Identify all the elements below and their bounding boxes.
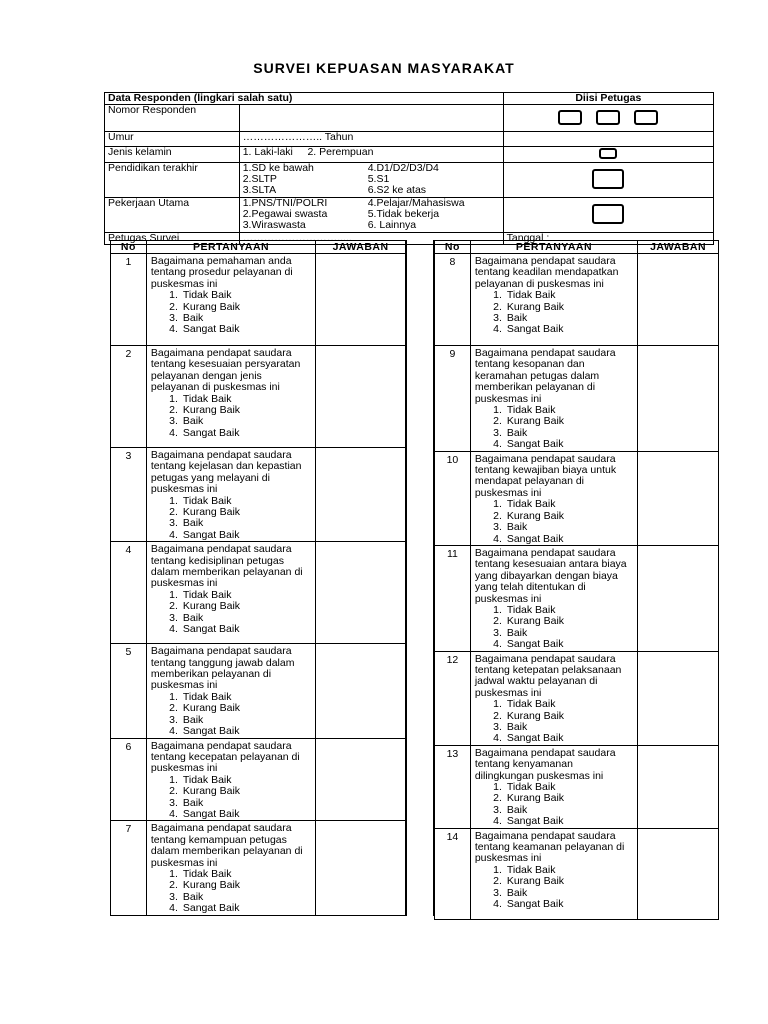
question-number: 1	[111, 254, 147, 346]
answer-cell[interactable]	[638, 346, 719, 452]
answer-option[interactable]: 2. Kurang Baik	[181, 507, 311, 518]
answer-option[interactable]: 2. Kurang Baik	[181, 601, 311, 612]
kerja-opt[interactable]: 6. Lainnya	[367, 219, 417, 231]
question-number: 13	[435, 745, 471, 828]
kerja-opt[interactable]: 5.Tidak bekerja	[367, 208, 440, 220]
question-row	[111, 821, 406, 915]
answer-option[interactable]: 1. Tidak Baik	[181, 692, 311, 703]
answer-option[interactable]: 2. Kurang Baik	[505, 876, 633, 887]
question-row	[111, 644, 406, 738]
question-cell	[470, 346, 637, 452]
col-pertanyaan-header: PERTANYAAN	[146, 241, 315, 254]
code-box[interactable]	[599, 148, 617, 159]
question-text: Bagaimana pendapat saudara tentang kesesuaian antara biaya yang dibayarkan dengan biaya yang telah ditentukan di puskesmas ini	[474, 546, 627, 605]
answer-option[interactable]: 3. Baik	[505, 805, 633, 816]
questions-table-right	[434, 240, 719, 920]
answer-option[interactable]: 4. Sangat Baik	[505, 439, 633, 450]
answer-option[interactable]: 4. Sangat Baik	[505, 816, 633, 827]
answer-options	[475, 865, 633, 911]
kerja-opt[interactable]: 4.Pelajar/Mahasiswa	[367, 197, 465, 209]
answer-cell[interactable]	[638, 651, 719, 745]
answer-option[interactable]: 4. Sangat Baik	[505, 639, 633, 650]
answer-option[interactable]: 3. Baik	[181, 715, 311, 726]
questions-table-left	[110, 240, 406, 916]
col-no-header: No	[435, 241, 471, 254]
question-text: Bagaimana pendapat saudara tentang tanggung jawab dalam memberikan pelayanan di puskesmas ini	[150, 645, 295, 692]
question-number: 11	[435, 545, 471, 651]
pend-options[interactable]	[239, 163, 503, 198]
answer-cell[interactable]	[638, 828, 719, 919]
answer-option[interactable]: 3. Baik	[505, 522, 633, 533]
question-row	[435, 651, 719, 745]
answer-cell[interactable]	[638, 451, 719, 545]
umur-label: Umur	[105, 132, 240, 147]
question-text: Bagaimana pendapat saudara tentang kewajiban biaya untuk mendapat pelayanan di puskesmas ini	[474, 452, 617, 499]
question-number: 12	[435, 651, 471, 745]
question-row	[435, 745, 719, 828]
col-no-header: No	[111, 241, 147, 254]
question-number: 14	[435, 828, 471, 919]
answer-options	[475, 405, 633, 451]
answer-option[interactable]: 1. Tidak Baik	[181, 775, 311, 786]
kerja-opt[interactable]: 2.Pegawai swasta	[242, 208, 328, 220]
question-number: 10	[435, 451, 471, 545]
jk-value[interactable]: 1. Laki-laki 2. Perempuan	[239, 147, 503, 163]
kerja-opt[interactable]: 1.PNS/TNI/POLRI	[242, 197, 328, 209]
question-cell	[146, 542, 315, 644]
answer-option[interactable]: 4. Sangat Baik	[505, 899, 633, 910]
answer-cell[interactable]	[316, 346, 406, 448]
petugas-label: Petugas Survei	[105, 233, 240, 245]
answer-option[interactable]: 3. Baik	[505, 428, 633, 439]
answer-cell[interactable]	[316, 254, 406, 346]
jk-label: Jenis kelamin	[105, 147, 240, 163]
question-text: Bagaimana pendapat saudara tentang kesopanan dan keramahan petugas dalam memberikan pelayanan di puskesmas ini	[474, 347, 616, 405]
umur-officer	[503, 132, 713, 147]
answer-option[interactable]: 1. Tidak Baik	[505, 405, 633, 416]
question-cell	[470, 254, 637, 346]
question-number: 3	[111, 448, 147, 542]
col-jawaban-header: JAWABAN	[638, 241, 719, 254]
question-text: Bagaimana pemahaman anda tentang prosedur pelayanan di puskesmas ini	[150, 255, 293, 290]
answer-option[interactable]: 1. Tidak Baik	[505, 605, 633, 616]
answer-option[interactable]: 2. Kurang Baik	[505, 416, 633, 427]
pend-officer	[503, 163, 713, 198]
answer-option[interactable]: 1. Tidak Baik	[505, 499, 633, 510]
answer-cell[interactable]	[316, 821, 406, 915]
answer-option[interactable]: 3. Baik	[181, 518, 311, 529]
question-text: Bagaimana pendapat saudara tentang ketepatan pelaksanaan jadwal waktu pelayanan di puskesmas ini	[474, 652, 622, 699]
question-text: Bagaimana pendapat saudara tentang kedisiplinan petugas dalam memberikan pelayanan di puskesmas ini	[150, 543, 303, 590]
survey-title: SURVEI KEPUASAN MASYARAKAT	[253, 60, 515, 76]
answer-options	[475, 699, 633, 745]
answer-option[interactable]: 2. Kurang Baik	[181, 302, 311, 313]
column-gap	[406, 240, 434, 916]
question-cell	[470, 745, 637, 828]
answer-options	[475, 499, 633, 545]
question-row	[111, 254, 406, 346]
question-cell	[146, 448, 315, 542]
question-text: Bagaimana pendapat saudara tentang keamanan pelayanan di puskesmas ini	[474, 829, 625, 865]
tanggal-label[interactable]: Tanggal :	[503, 233, 713, 245]
answer-option[interactable]: 1. Tidak Baik	[181, 496, 311, 507]
question-number: 6	[111, 738, 147, 821]
answer-cell[interactable]	[316, 738, 406, 821]
answer-options	[475, 605, 633, 651]
question-number: 9	[435, 346, 471, 452]
question-row	[435, 254, 719, 346]
answer-options	[475, 782, 633, 828]
answer-option[interactable]: 2. Kurang Baik	[181, 880, 311, 891]
answer-cell[interactable]	[316, 644, 406, 738]
answer-options	[151, 692, 311, 738]
col-jawaban-header: JAWABAN	[316, 241, 406, 254]
question-text: Bagaimana pendapat saudara tentang kesesuaian persyaratan pelayanan dengan jenis pelayanan di puskesmas ini	[150, 347, 301, 394]
answer-option[interactable]: 1. Tidak Baik	[181, 290, 311, 301]
answer-option[interactable]: 2. Kurang Baik	[181, 786, 311, 797]
answer-option[interactable]: 2. Kurang Baik	[181, 405, 311, 416]
kerja-label: Pekerjaan Utama	[105, 198, 240, 233]
question-row	[435, 828, 719, 919]
answer-options	[151, 590, 311, 636]
answer-option[interactable]: 2. Kurang Baik	[505, 302, 633, 313]
question-cell	[470, 545, 637, 651]
question-row	[111, 346, 406, 448]
answer-option[interactable]: 4. Sangat Baik	[181, 324, 311, 335]
respondent-header: Data Responden (lingkari salah satu)	[105, 93, 504, 105]
nomor-boxes	[503, 105, 713, 132]
question-text: Bagaimana pendapat saudara tentang kecepatan pelayanan di puskesmas ini	[150, 739, 300, 775]
respondent-table	[104, 92, 714, 245]
question-row	[435, 451, 719, 545]
question-row	[435, 346, 719, 452]
answer-options	[151, 775, 311, 821]
col-pertanyaan-header: PERTANYAAN	[470, 241, 637, 254]
question-number: 2	[111, 346, 147, 448]
answer-option[interactable]: 3. Baik	[505, 888, 633, 899]
pend-opt[interactable]: 4.D1/D2/D3/D4	[367, 162, 439, 174]
answer-option[interactable]: 1. Tidak Baik	[181, 869, 311, 880]
answer-option[interactable]: 3. Baik	[181, 892, 311, 903]
answer-option[interactable]: 4. Sangat Baik	[181, 428, 311, 439]
question-number: 7	[111, 821, 147, 915]
answer-option[interactable]: 3. Baik	[181, 798, 311, 809]
question-number: 5	[111, 644, 147, 738]
answer-option[interactable]: 1. Tidak Baik	[181, 590, 311, 601]
answer-option[interactable]: 3. Baik	[181, 313, 311, 324]
question-cell	[146, 254, 315, 346]
answer-option[interactable]: 4. Sangat Baik	[505, 534, 633, 545]
question-row	[111, 738, 406, 821]
question-text: Bagaimana pendapat saudara tentang kemampuan petugas dalam memberikan pelayanan di puskesmas ini	[150, 822, 303, 869]
answer-option[interactable]: 3. Baik	[505, 628, 633, 639]
question-number: 8	[435, 254, 471, 346]
answer-cell[interactable]	[638, 254, 719, 346]
question-cell	[470, 451, 637, 545]
pend-label: Pendidikan terakhir	[105, 163, 240, 198]
question-text: Bagaimana pendapat saudara tentang kejelasan dan kepastian petugas yang melayani di puskesmas ini	[150, 449, 302, 496]
answer-option[interactable]: 3. Baik	[181, 416, 311, 427]
answer-options	[151, 496, 311, 542]
answer-option[interactable]: 4. Sangat Baik	[181, 903, 311, 914]
question-row	[111, 542, 406, 644]
umur-value[interactable]: ………………….. Tahun	[239, 132, 503, 147]
answer-option[interactable]: 1. Tidak Baik	[505, 290, 633, 301]
pend-opt[interactable]: 6.S2 ke atas	[367, 184, 427, 196]
answer-cell[interactable]	[638, 545, 719, 651]
answer-cell[interactable]	[638, 745, 719, 828]
code-box[interactable]	[634, 110, 658, 125]
code-box[interactable]	[596, 110, 620, 125]
nomor-label: Nomor Responden	[105, 105, 240, 132]
code-box[interactable]	[558, 110, 582, 125]
officer-header: Diisi Petugas	[503, 93, 713, 105]
answer-option[interactable]: 4. Sangat Baik	[505, 733, 633, 744]
answer-option[interactable]: 4. Sangat Baik	[181, 809, 311, 820]
answer-option[interactable]: 2. Kurang Baik	[181, 703, 311, 714]
answer-option[interactable]: 4. Sangat Baik	[505, 324, 633, 335]
answer-options	[475, 290, 633, 336]
kerja-options[interactable]	[239, 198, 503, 233]
question-text: Bagaimana pendapat saudara tentang kenyamanan dilingkungan puskesmas ini	[474, 746, 616, 782]
question-cell	[470, 651, 637, 745]
question-row	[111, 448, 406, 542]
kerja-officer	[503, 198, 713, 233]
answer-options	[151, 869, 311, 915]
petugas-value[interactable]: ……………………….....	[239, 233, 503, 245]
kerja-opt[interactable]: 3.Wiraswasta	[242, 219, 306, 231]
answer-option[interactable]: 2. Kurang Baik	[505, 511, 633, 522]
answer-option[interactable]: 3. Baik	[505, 313, 633, 324]
answer-options	[151, 394, 311, 440]
answer-options	[151, 290, 311, 336]
pend-opt[interactable]: 5.S1	[367, 173, 390, 185]
answer-option[interactable]: 3. Baik	[505, 722, 633, 733]
question-cell	[146, 738, 315, 821]
code-box[interactable]	[592, 169, 624, 189]
question-row	[435, 545, 719, 651]
answer-option[interactable]: 2. Kurang Baik	[505, 793, 633, 804]
answer-option[interactable]: 3. Baik	[181, 613, 311, 624]
answer-option[interactable]: 1. Tidak Baik	[505, 782, 633, 793]
answer-option[interactable]: 2. Kurang Baik	[505, 616, 633, 627]
pend-opt[interactable]: 2.SLTP	[242, 173, 277, 185]
pend-opt[interactable]: 1.SD ke bawah	[242, 162, 314, 174]
answer-option[interactable]: 4. Sangat Baik	[181, 530, 311, 541]
answer-option[interactable]: 1. Tidak Baik	[505, 865, 633, 876]
code-box[interactable]	[592, 204, 624, 224]
answer-option[interactable]: 1. Tidak Baik	[505, 699, 633, 710]
question-cell	[146, 346, 315, 448]
answer-cell[interactable]	[316, 542, 406, 644]
answer-option[interactable]: 4. Sangat Baik	[181, 726, 311, 737]
answer-option[interactable]: 2. Kurang Baik	[505, 711, 633, 722]
jk-officer	[503, 147, 713, 163]
pend-opt[interactable]: 3.SLTA	[242, 184, 277, 196]
question-cell	[146, 644, 315, 738]
answer-option[interactable]: 1. Tidak Baik	[181, 394, 311, 405]
answer-cell[interactable]	[316, 448, 406, 542]
question-cell	[470, 828, 637, 919]
question-text: Bagaimana pendapat saudara tentang keadilan mendapatkan pelayanan di puskesmas ini	[474, 255, 619, 290]
answer-option[interactable]: 4. Sangat Baik	[181, 624, 311, 635]
question-number: 4	[111, 542, 147, 644]
question-cell	[146, 821, 315, 915]
nomor-value[interactable]	[239, 105, 503, 132]
